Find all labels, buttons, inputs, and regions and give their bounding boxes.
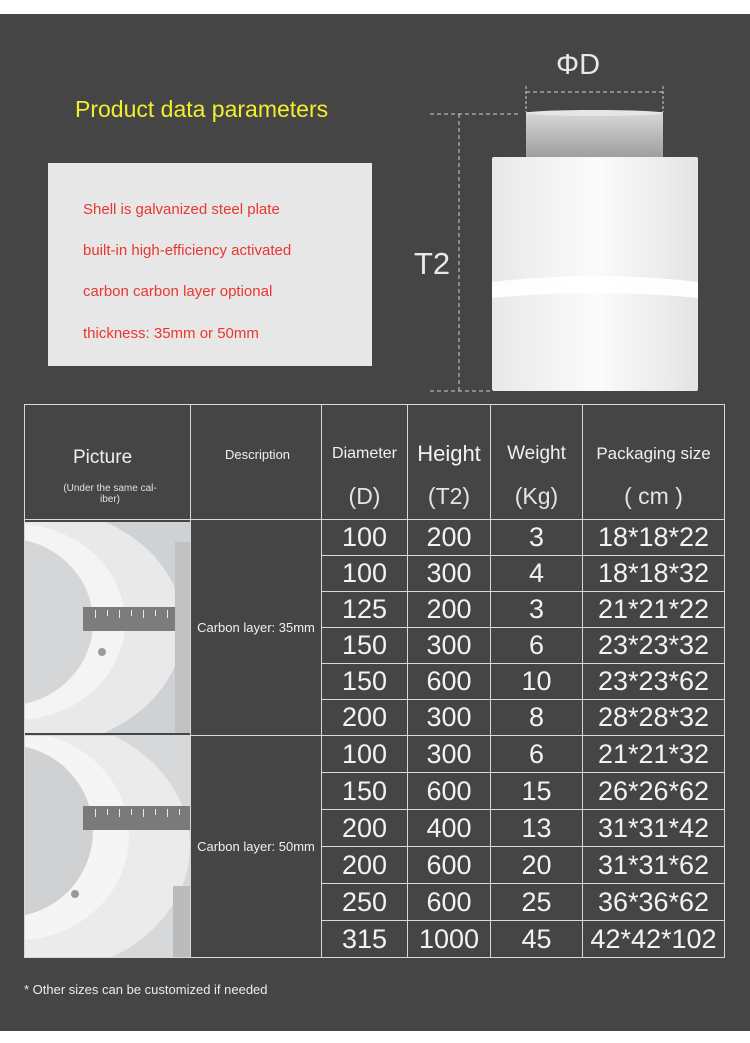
- height-cell: 600: [408, 847, 491, 884]
- weight-cell: 3: [491, 520, 583, 556]
- diameter-cell: 150: [322, 628, 408, 664]
- height-cell: 600: [408, 664, 491, 700]
- packaging-cell: 42*42*102: [583, 921, 725, 958]
- diameter-cell: 250: [322, 884, 408, 921]
- feature-line: built-in high-efficiency activated: [83, 242, 292, 259]
- product-illustration: [0, 0, 750, 400]
- header-height-label: Height: [417, 441, 481, 466]
- footer-note: * Other sizes can be customized if needed: [24, 982, 268, 997]
- header-description-label: Description: [225, 447, 291, 462]
- page-title: Product data parameters: [75, 96, 329, 122]
- product-photo-50mm: [25, 736, 191, 958]
- table-header-row: [25, 405, 725, 520]
- weight-cell: 8: [491, 700, 583, 736]
- height-cell: 300: [408, 628, 491, 664]
- diameter-cell: 100: [322, 520, 408, 556]
- packaging-cell: 21*21*32: [583, 736, 725, 773]
- header-height: [408, 405, 491, 520]
- tape-measure-photo: [25, 522, 191, 733]
- height-cell: 300: [408, 700, 491, 736]
- diameter-cell: 100: [322, 556, 408, 592]
- diameter-cell: 150: [322, 773, 408, 810]
- packaging-cell: 26*26*62: [583, 773, 725, 810]
- header-packaging-label: Packaging size: [596, 444, 711, 463]
- weight-cell: 6: [491, 736, 583, 773]
- feature-line: carbon carbon layer optional: [83, 283, 273, 300]
- diameter-cell: 125: [322, 592, 408, 628]
- packaging-cell: 21*21*22: [583, 592, 725, 628]
- feature-line: thickness: 35mm or 50mm: [83, 325, 259, 342]
- height-cell: 600: [408, 884, 491, 921]
- header-height-unit: (T2): [427, 483, 471, 509]
- diameter-cell: 200: [322, 847, 408, 884]
- header-diameter: [322, 405, 408, 520]
- weight-cell: 15: [491, 773, 583, 810]
- diameter-cell: 100: [322, 736, 408, 773]
- header-picture: [25, 405, 191, 520]
- table-row: [25, 520, 725, 556]
- diameter-cell: 200: [322, 810, 408, 847]
- description-50mm: Carbon layer: 50mm: [191, 736, 322, 958]
- weight-cell: 20: [491, 847, 583, 884]
- packaging-cell: 28*28*32: [583, 700, 725, 736]
- packaging-cell: 23*23*32: [583, 628, 725, 664]
- table-row: [25, 736, 725, 773]
- description-35mm: Carbon layer: 35mm: [191, 520, 322, 736]
- header-weight-label: Weight: [507, 443, 566, 464]
- height-cell: 300: [408, 556, 491, 592]
- height-cell: 300: [408, 736, 491, 773]
- diameter-cell: 315: [322, 921, 408, 958]
- feature-line: Shell is galvanized steel plate: [83, 201, 280, 218]
- header-packaging: [583, 405, 725, 520]
- height-cell: 400: [408, 810, 491, 847]
- weight-cell: 25: [491, 884, 583, 921]
- packaging-cell: 31*31*42: [583, 810, 725, 847]
- header-picture-note: (Under the same cal-iber): [63, 483, 157, 505]
- parameter-table: [24, 404, 725, 958]
- weight-cell: 45: [491, 921, 583, 958]
- tape-measure-photo: [25, 736, 191, 957]
- height-cell: 200: [408, 592, 491, 628]
- packaging-cell: 18*18*32: [583, 556, 725, 592]
- packaging-cell: 18*18*22: [583, 520, 725, 556]
- header-weight-unit: (Kg): [514, 483, 559, 509]
- header-weight: [491, 405, 583, 520]
- weight-cell: 4: [491, 556, 583, 592]
- packaging-cell: 23*23*62: [583, 664, 725, 700]
- weight-cell: 3: [491, 592, 583, 628]
- header-description: [191, 405, 322, 520]
- weight-cell: 13: [491, 810, 583, 847]
- height-cell: 1000: [408, 921, 491, 958]
- packaging-cell: 36*36*62: [583, 884, 725, 921]
- weight-cell: 6: [491, 628, 583, 664]
- product-photo-35mm: [25, 520, 191, 736]
- height-label: T2: [414, 246, 451, 281]
- height-cell: 600: [408, 773, 491, 810]
- diameter-cell: 200: [322, 700, 408, 736]
- header-diameter-label: Diameter: [332, 445, 397, 462]
- header-packaging-unit: ( cm ): [624, 483, 683, 509]
- header-picture-label: Picture: [73, 447, 133, 468]
- weight-cell: 10: [491, 664, 583, 700]
- diameter-label: ΦD: [556, 49, 601, 81]
- height-cell: 200: [408, 520, 491, 556]
- packaging-cell: 31*31*62: [583, 847, 725, 884]
- diameter-cell: 150: [322, 664, 408, 700]
- header-diameter-unit: (D): [348, 483, 381, 509]
